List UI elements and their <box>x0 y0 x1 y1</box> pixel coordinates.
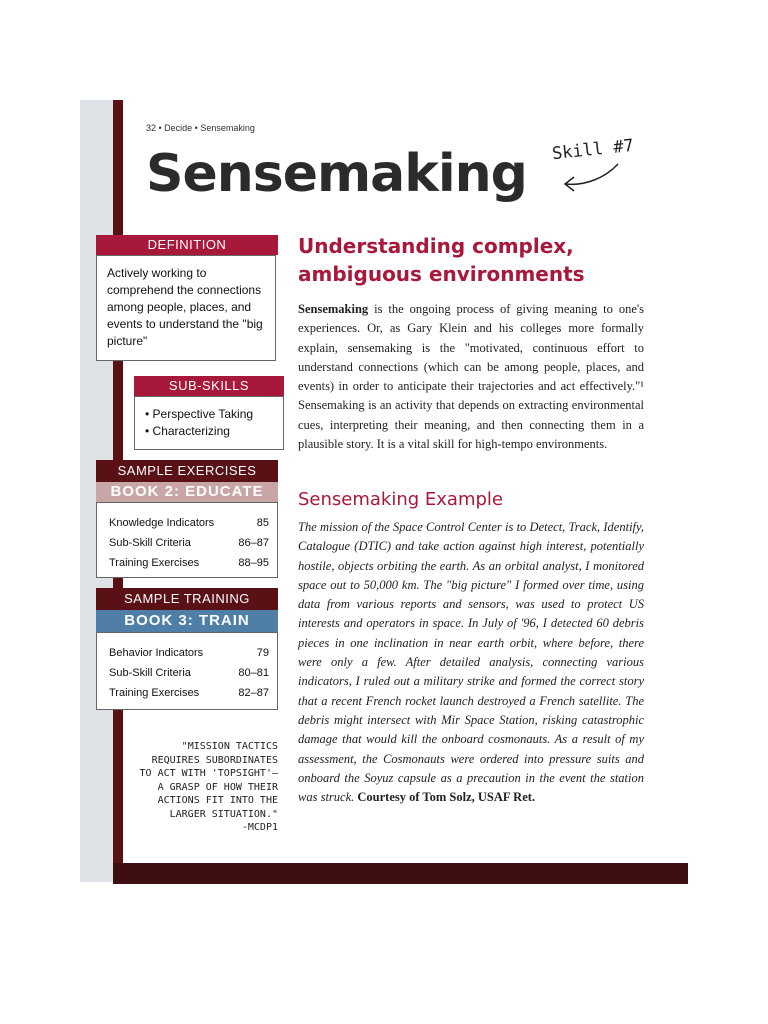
page-title: Sensemaking <box>146 144 527 204</box>
definition-header: DEFINITION <box>96 235 278 255</box>
running-head: 32 • Decide • Sensemaking <box>146 123 255 133</box>
body-paragraph <box>298 300 644 454</box>
row-pages: 85 <box>256 517 269 529</box>
quote-text: "MISSION TACTICS REQUIRES SUBORDINATES TO ACT WITH 'TOPSIGHT'—A GRASP OF HOW THEIR ACTIONS FIT INTO THE LARGER SITUATION." <box>139 741 278 820</box>
book-3-label: BOOK 3: TRAIN <box>96 610 278 632</box>
training-row <box>109 683 277 703</box>
training-row <box>109 663 277 683</box>
subskills-header: SUB-SKILLS <box>134 376 284 396</box>
sample-exercises-box <box>96 502 278 578</box>
row-label: Sub-Skill Criteria <box>109 537 191 549</box>
row-label: Sub-Skill Criteria <box>109 667 191 679</box>
body-text: is the ongoing process of giving meaning to one's experiences. Or, as Gary Klein and his colleges more formally explain, sensemaking is the "motivated, continuous effort to understand connections (which can be among people, places, and events) in order to anticipate their trajectories and act effectively."¹ Sensemaking is an activity that depends on extracting environmental cues, interpreting their meaning, and then connecting them in a plausible story. It is a vital skill for high-tempo environments. <box>298 302 644 452</box>
row-pages: 88–95 <box>238 557 269 569</box>
body-lead-term: Sensemaking <box>298 302 369 316</box>
handwritten-annotation: Skill #7 <box>551 135 635 165</box>
book-2-label: BOOK 2: EDUCATE <box>96 482 278 502</box>
training-row <box>109 643 277 663</box>
exercise-row <box>109 553 277 573</box>
section-subtitle: Understanding complex, ambiguous environments <box>298 234 585 286</box>
row-label: Training Exercises <box>109 687 200 699</box>
subskills-box <box>134 396 284 450</box>
row-pages: 79 <box>256 647 269 659</box>
example-header: Sensemaking Example <box>298 489 503 510</box>
row-pages: 82–87 <box>238 687 269 699</box>
example-paragraph <box>298 518 644 807</box>
exercise-row <box>109 513 277 533</box>
row-label: Behavior Indicators <box>109 647 204 659</box>
exercise-row <box>109 533 277 553</box>
bottom-accent-bar <box>113 863 688 884</box>
row-pages: 80–81 <box>238 667 269 679</box>
subskill-item: • Characterizing <box>145 423 283 440</box>
row-label: Knowledge Indicators <box>109 517 215 529</box>
example-courtesy: Courtesy of Tom Solz, USAF Ret. <box>354 790 536 805</box>
sample-training-box <box>96 632 278 710</box>
sample-exercises-header: SAMPLE EXERCISES <box>96 460 278 482</box>
handwritten-arrow-icon <box>560 158 620 198</box>
definition-text: Actively working to comprehend the connections among people, places, and events to understand the "big picture" <box>107 266 263 348</box>
handwritten-quote <box>138 740 278 835</box>
example-text: The mission of the Space Control Center is to Detect, Track, Identify, Catalogue (DTIC) and take action against high interest, potentially hostile, objects orbiting the earth. As an orbital analyst, I monitored space out to 50,000 km. The "big picture" I formed over time, using data from various reports and sensors, was used to protect US interests and operators in space. In July of '96, I detected 60 debris pieces in one inclination in near earth orbit, where before, there were only a few. After detailed analysis, connecting various indicators, I ruled out a military strike and formed the correct story that a recent French rocket launch destroyed a French satellite. The debris might intersect with Mir Space Station, risking catastrophic damage that would kill the onboard cosmonauts. As a result of my assessment, the Cosmonauts were ordered into pressure suits and onboard the Soyuz capsule as a precaution in the event the station was struck. <box>298 520 644 805</box>
row-label: Training Exercises <box>109 557 200 569</box>
quote-source: -MCDP1 <box>241 822 278 833</box>
subskill-item: • Perspective Taking <box>145 406 283 423</box>
row-pages: 86–87 <box>238 537 269 549</box>
sample-training-header: SAMPLE TRAINING <box>96 588 278 610</box>
definition-box <box>96 255 276 361</box>
